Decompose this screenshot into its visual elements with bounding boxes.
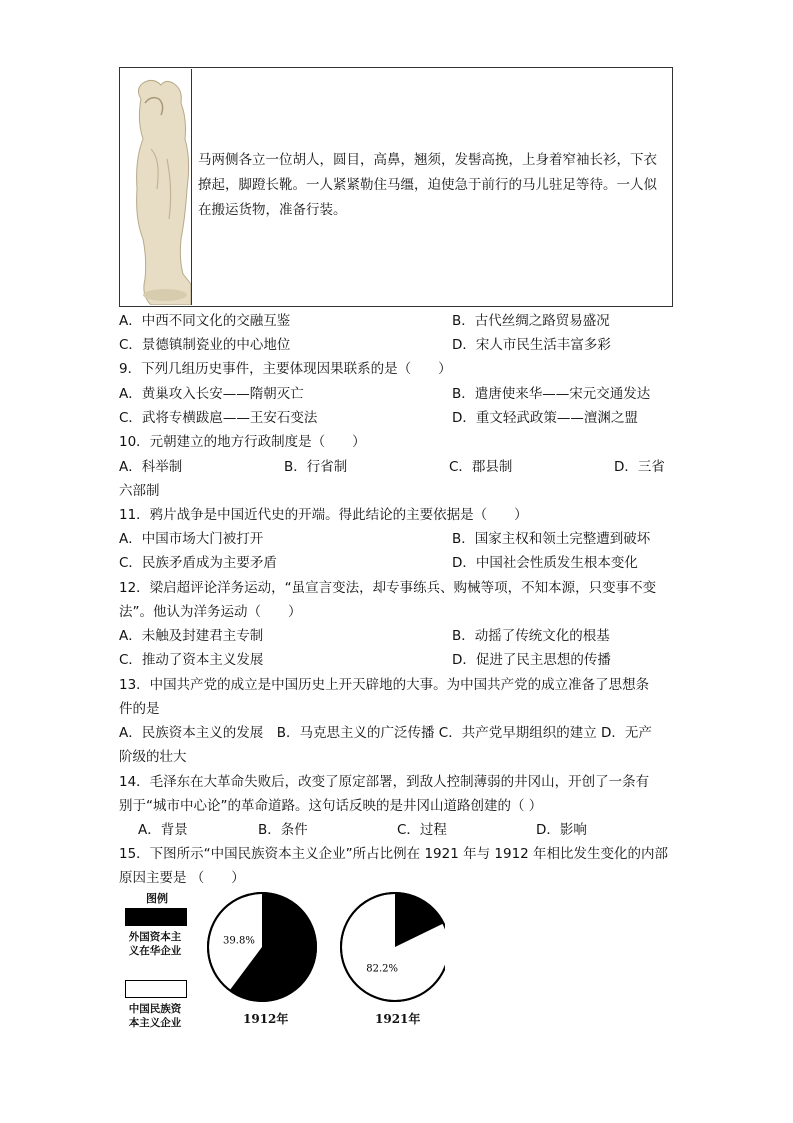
tomb-figure-image (121, 69, 192, 305)
q8-quote-text: 马两侧各立一位胡人，圆目，高鼻，翘须，发髻高挽，上身着窄袖长衫，下衣撩起，脚蹬长靴。一人紧紧勒住马缰，迫使急于前行的马儿驻足等待。一人似在搬运货物，准备行装。 (198, 152, 657, 218)
q9-option-a[interactable]: A．黄巢攻入长安——隋朝灭亡 (119, 386, 304, 402)
legend-domestic-swatch (125, 980, 187, 998)
legend-foreign-label-1: 外国资本主 (128, 931, 182, 943)
q10-option-a[interactable]: A．科举制 (119, 459, 183, 475)
legend-title: 图例 (146, 892, 168, 905)
q14-option-b[interactable]: B．条件 (258, 822, 308, 838)
q8-option-c[interactable]: C．景德镇制瓷业的中心地位 (119, 337, 291, 353)
q9-option-c[interactable]: C．武将专横跋扈——王安石变法 (119, 410, 318, 426)
q11-stem: 11．鸦片战争是中国近代史的开端。得此结论的主要依据是（ ） (119, 507, 528, 523)
q9-stem: 9．下列几组历史事件，主要体现因果联系的是（ ） (119, 361, 452, 377)
q14-option-d[interactable]: D．影响 (536, 822, 587, 838)
q13-stem-line2: 件的是 (119, 701, 160, 717)
q8-option-b[interactable]: B．古代丝绸之路贸易盛况 (452, 313, 610, 329)
q14-option-c[interactable]: C．过程 (397, 822, 447, 838)
q8-material-box (119, 67, 673, 307)
q14-stem-line2: 别于“城市中心论”的革命道路。这句话反映的是井冈山道路创建的（ ） (119, 798, 543, 814)
q8-option-d[interactable]: D．宋人市民生活丰富多彩 (452, 337, 611, 353)
q10-stem: 10．元朝建立的地方行政制度是（ ） (119, 434, 366, 450)
q10-option-c[interactable]: C．郡县制 (449, 459, 513, 475)
q15-stem-line2: 原因主要是 （ ） (119, 870, 245, 886)
pie-chart-1921 (341, 893, 445, 1001)
q10-option-d[interactable]: D．三省 (614, 459, 665, 475)
q9-option-d[interactable]: D．重文轻武政策——澶渊之盟 (452, 410, 638, 426)
q14-option-a[interactable]: A．背景 (138, 822, 188, 838)
legend-domestic-label-1: 中国民族资 (128, 1003, 182, 1015)
q9-option-b[interactable]: B．遣唐使来华——宋元交通发达 (452, 386, 651, 402)
q12-option-a[interactable]: A．未触及封建君主专制 (119, 628, 264, 644)
pie-data-label-0: 39.8% (223, 935, 255, 947)
q12-option-d[interactable]: D．促进了民主思想的传播 (452, 652, 611, 668)
q10-option-b[interactable]: B．行省制 (284, 459, 348, 475)
q11-option-a[interactable]: A．中国市场大门被打开 (119, 531, 264, 547)
q10-option-d-wrap: 六部制 (119, 483, 160, 499)
q13-options-line[interactable]: A．民族资本主义的发展 B．马克思主义的广泛传播 C．共产党早期组织的建立 D．无产 (119, 725, 652, 741)
q12-option-b[interactable]: B．动摇了传统文化的根基 (452, 628, 610, 644)
q11-option-c[interactable]: C．民族矛盾成为主要矛盾 (119, 555, 277, 571)
q12-stem-line1: 12．梁启超评论洋务运动，“虽宣言变法，却专事练兵、购械等项，不知本源，只变事不变 (119, 580, 657, 596)
pie-1912-year-label: 1912年 (243, 1012, 289, 1026)
q13-option-d-wrap: 阶级的壮大 (119, 749, 187, 765)
q14-stem-line1: 14．毛泽东在大革命失败后，改变了原定部署，到敌人控制薄弱的井冈山，开创了一条有 (119, 774, 650, 790)
pie-data-label-1: 82.2% (366, 963, 398, 975)
q8-option-a[interactable]: A．中西不同文化的交融互鉴 (119, 313, 291, 329)
q11-option-b[interactable]: B．国家主权和领土完整遭到破坏 (452, 531, 651, 547)
q15-stem-line1: 15．下图所示“中国民族资本主义企业”所占比例在 1921 年与 1912 年相比发生变化的内部 (119, 846, 669, 862)
q12-option-c[interactable]: C．推动了资本主义发展 (119, 652, 264, 668)
q12-stem-line2: 法”。他认为洋务运动（ ） (119, 604, 302, 620)
legend-foreign-swatch (125, 908, 187, 926)
legend-domestic-label-2: 本主义企业 (128, 1017, 182, 1029)
pie-chart-1912 (208, 893, 316, 1001)
q11-option-d[interactable]: D．中国社会性质发生根本变化 (452, 555, 638, 571)
pie-charts (205, 890, 445, 1010)
pie-1921-year-label: 1921年 (375, 1012, 421, 1026)
q13-stem-line1: 13．中国共产党的成立是中国历史上开天辟地的大事。为中国共产党的成立准备了思想条 (119, 677, 650, 693)
legend-foreign-label-2: 义在华企业 (128, 945, 182, 957)
